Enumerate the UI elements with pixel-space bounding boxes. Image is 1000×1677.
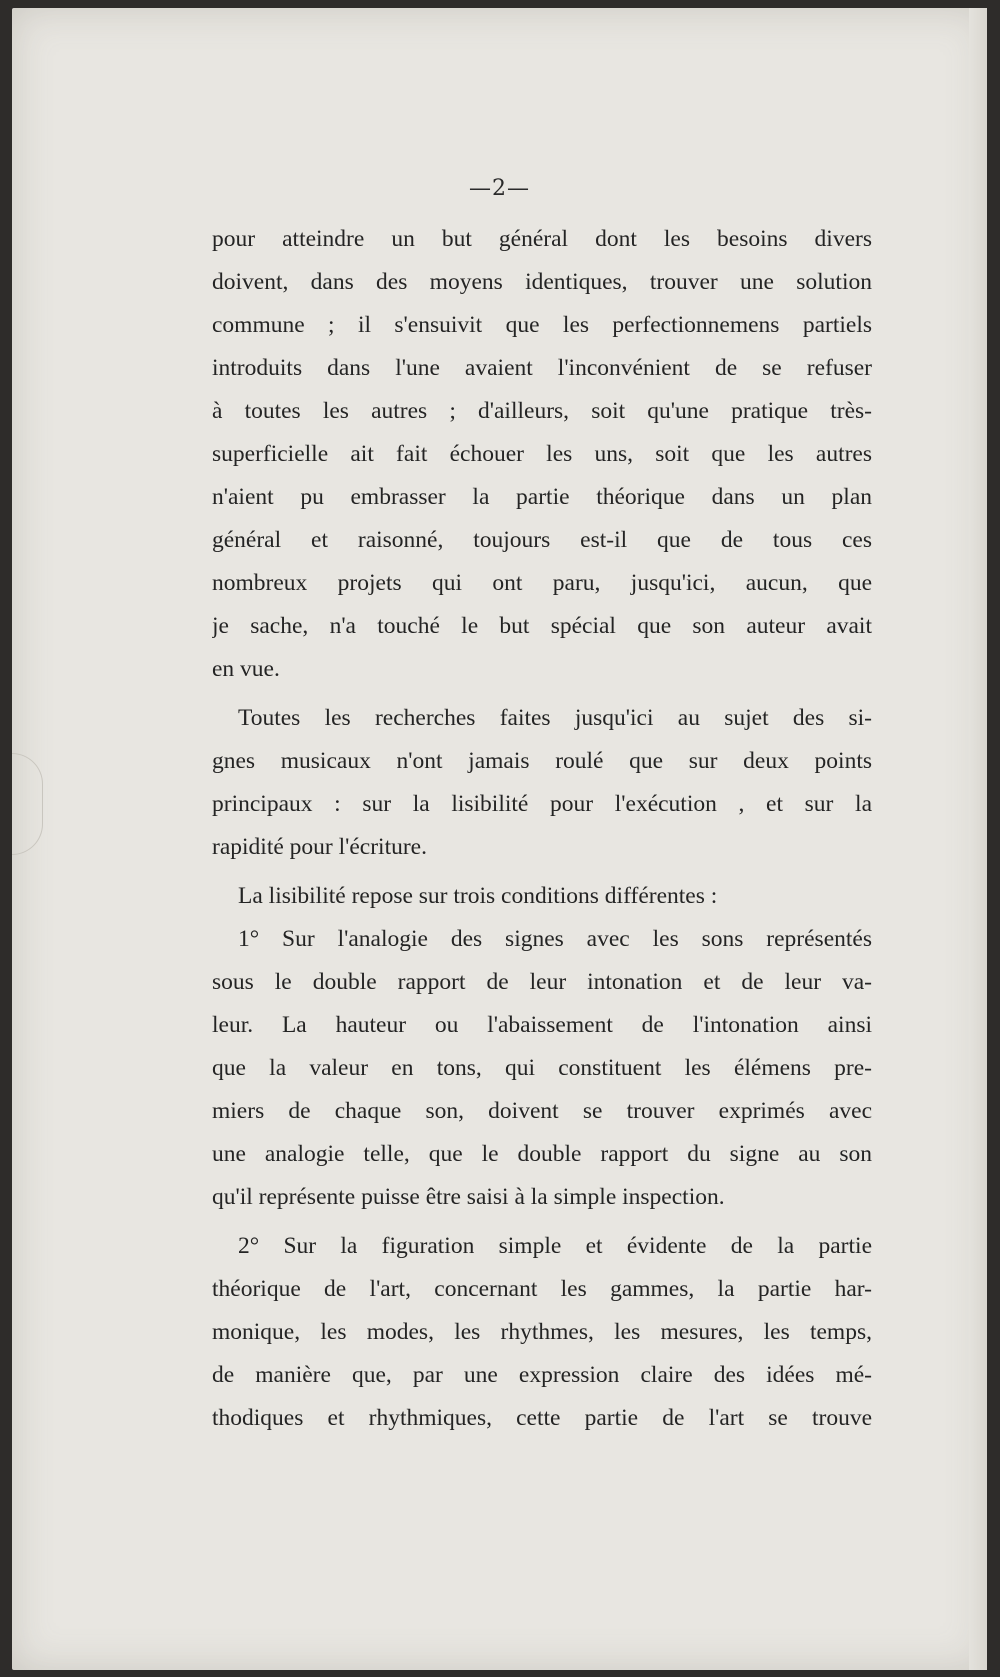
text-line: n'aient pu embrasser la partie théorique dans un plan — [212, 484, 872, 510]
paragraph-5 — [212, 1225, 872, 1440]
text-line: sous le double rapport de leur intonation et de leur va- — [212, 969, 872, 995]
paragraph-3 — [212, 875, 872, 918]
page-number: —2— — [469, 176, 530, 201]
text-line: 2° Sur la figuration simple et évidente de la partie — [238, 1233, 872, 1259]
text-line: une analogie telle, que le double rapport du signe au son — [212, 1141, 872, 1167]
paragraph-1 — [212, 218, 872, 691]
text-line: commune ; il s'ensuivit que les perfectionnemens partiels — [212, 312, 872, 338]
text-line: leur. La hauteur ou l'abaissement de l'intonation ainsi — [212, 1012, 872, 1038]
text-line: général et raisonné, toujours est-il que de tous ces — [212, 527, 872, 553]
text-line: à toutes les autres ; d'ailleurs, soit qu'une pratique très- — [212, 398, 872, 424]
text-line: superficielle ait fait échouer les uns, soit que les autres — [212, 441, 872, 467]
text-line: nombreux projets qui ont paru, jusqu'ici, aucun, que — [212, 570, 872, 596]
paragraph-4 — [212, 918, 872, 1219]
paragraph-2 — [212, 697, 872, 869]
text-line: principaux : sur la lisibilité pour l'exécution , et sur la — [212, 791, 872, 817]
text-line: théorique de l'art, concernant les gammes, la partie har- — [212, 1276, 872, 1302]
text-line: rapidité pour l'écriture. — [212, 834, 427, 860]
text-line: thodiques et rhythmiques, cette partie de l'art se trouve — [212, 1405, 872, 1431]
text-line: miers de chaque son, doivent se trouver exprimés avec — [212, 1098, 872, 1124]
text-line: que la valeur en tons, qui constituent les élémens pre- — [212, 1055, 872, 1081]
text-line: pour atteindre un but général dont les besoins divers — [212, 226, 872, 252]
text-line: je sache, n'a touché le but spécial que son auteur avait — [212, 613, 872, 639]
book-page — [12, 8, 987, 1670]
text-line: monique, les modes, les rhythmes, les mesures, les temps, — [212, 1319, 872, 1345]
page-edge-shadow — [969, 8, 987, 1670]
text-line: en vue. — [212, 656, 280, 682]
text-line: qu'il représente puisse être saisi à la simple inspection. — [212, 1184, 725, 1210]
text-line: La lisibilité repose sur trois conditions différentes : — [238, 883, 718, 909]
text-line: Toutes les recherches faites jusqu'ici au sujet des si- — [238, 705, 872, 731]
body-text — [212, 218, 872, 1440]
text-line: doivent, dans des moyens identiques, trouver une solution — [212, 269, 872, 295]
text-line: gnes musicaux n'ont jamais roulé que sur deux points — [212, 748, 872, 774]
text-line: 1° Sur l'analogie des signes avec les sons représentés — [238, 926, 872, 952]
text-line: de manière que, par une expression claire des idées mé- — [212, 1362, 872, 1388]
text-line: introduits dans l'une avaient l'inconvénient de se refuser — [212, 355, 872, 381]
binding-tab-outline — [12, 753, 43, 855]
